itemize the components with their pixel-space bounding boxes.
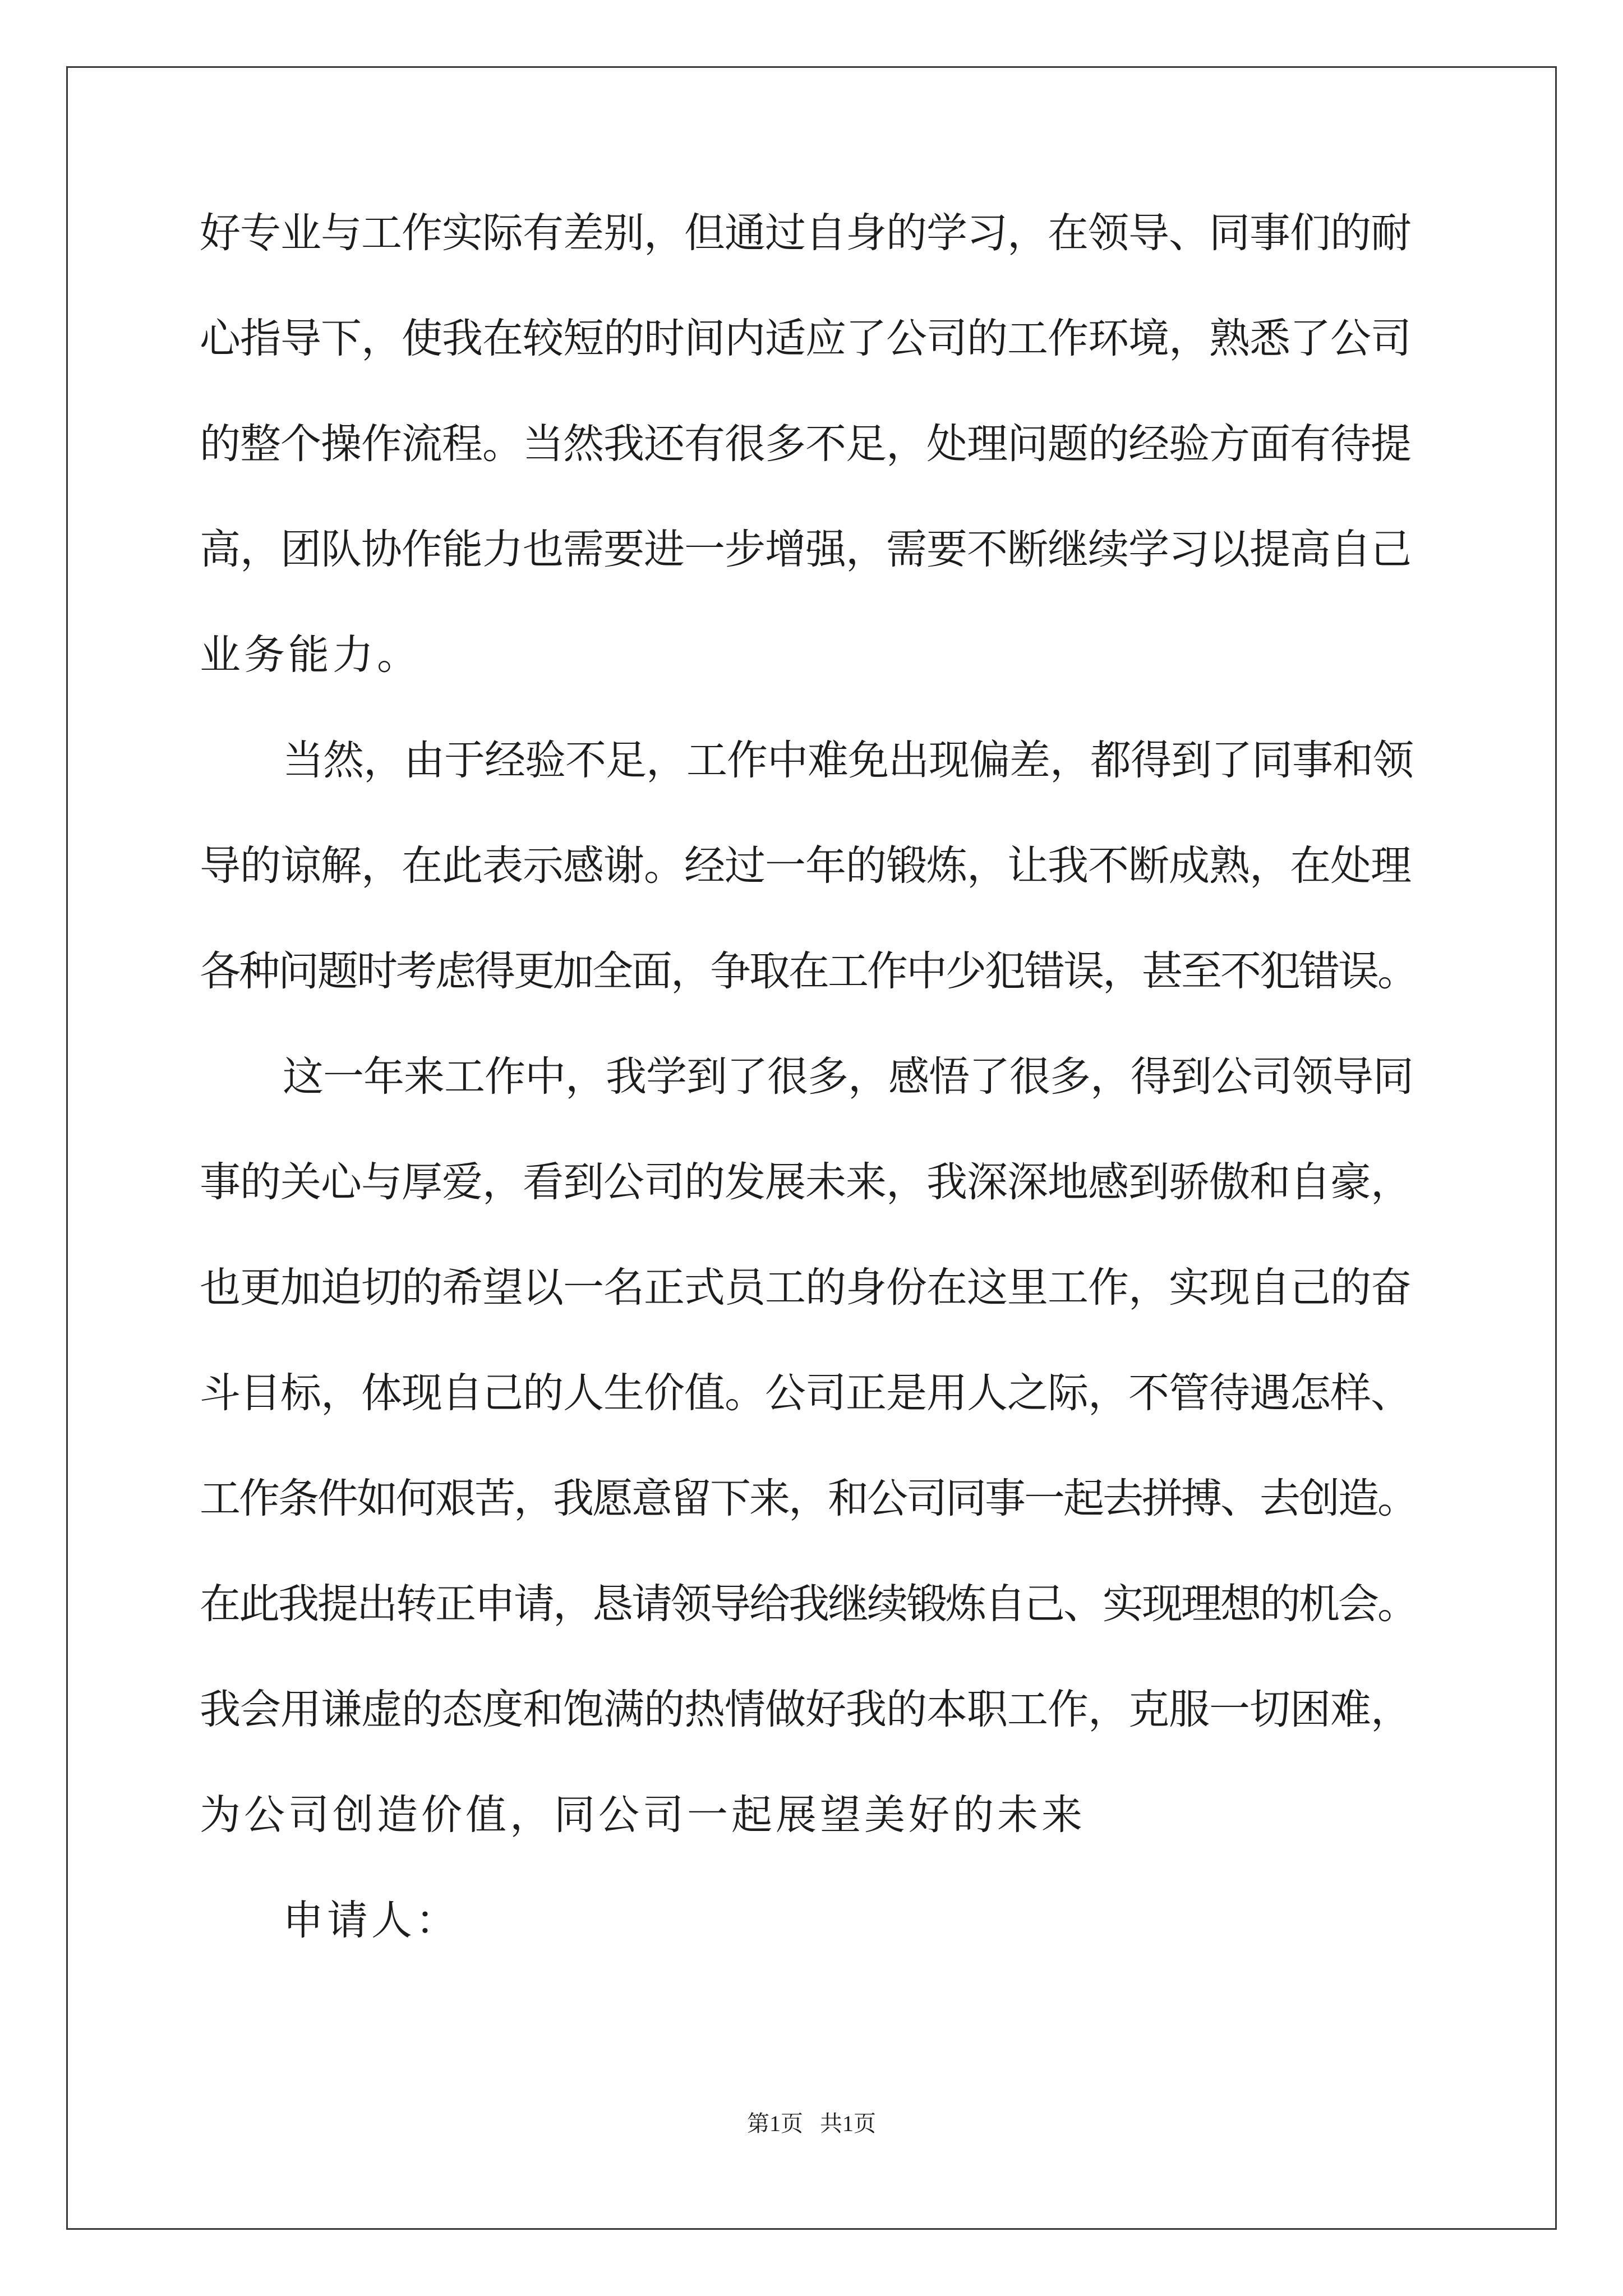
text-line: 工作条件如何艰苦，我愿意留下来，和公司同事一起去拼搏、去创造。 — [200, 1475, 1417, 1522]
text-line: 的整个操作流程。当然我还有很多不足，处理问题的经验方面有待提 — [200, 420, 1411, 468]
text-line: 各种问题时考虑得更加全面，争取在工作中少犯错误，甚至不犯错误。 — [200, 947, 1417, 995]
text-line: 导的谅解，在此表示感谢。经过一年的锻炼，让我不断成熟，在处理 — [200, 842, 1411, 890]
text-line: 好专业与工作实际有差别，但通过自身的学习，在领导、同事们的耐 — [200, 209, 1411, 257]
text-line: 事的关心与厚爱，看到公司的发展未来，我深深地感到骄傲和自豪， — [200, 1158, 1411, 1206]
paragraph-first-line: 这一年来工作中，我学到了很多，感悟了很多，得到公司领导同 — [283, 1053, 1413, 1101]
applicant-label: 申请人： — [283, 1897, 460, 1944]
text-line: 高，团队协作能力也需要进一步增强，需要不断继续学习以提高自己 — [200, 526, 1411, 573]
text-line: 心指导下，使我在较短的时间内适应了公司的工作环境，熟悉了公司 — [200, 315, 1411, 362]
text-line: 在此我提出转正申请，恳请领导给我继续锻炼自己、实现理想的机会。 — [200, 1580, 1417, 1628]
text-line: 为公司创造价值，同公司一起展望美好的未来 — [200, 1791, 1086, 1839]
paragraph-first-line: 当然，由于经验不足，工作中难免出现偏差，都得到了同事和领 — [283, 737, 1413, 784]
text-line: 我会用谦虚的态度和饱满的热情做好我的本职工作，克服一切困难， — [200, 1686, 1411, 1733]
page-number-footer: 第1页 共1页 — [747, 2111, 876, 2136]
text-line: 也更加迫切的希望以一名正式员工的身份在这里工作，实现自己的奋 — [200, 1264, 1411, 1312]
text-line: 斗目标，体现自己的人生价值。公司正是用人之际，不管待遇怎样、 — [200, 1369, 1411, 1417]
text-line: 业务能力。 — [200, 631, 421, 679]
